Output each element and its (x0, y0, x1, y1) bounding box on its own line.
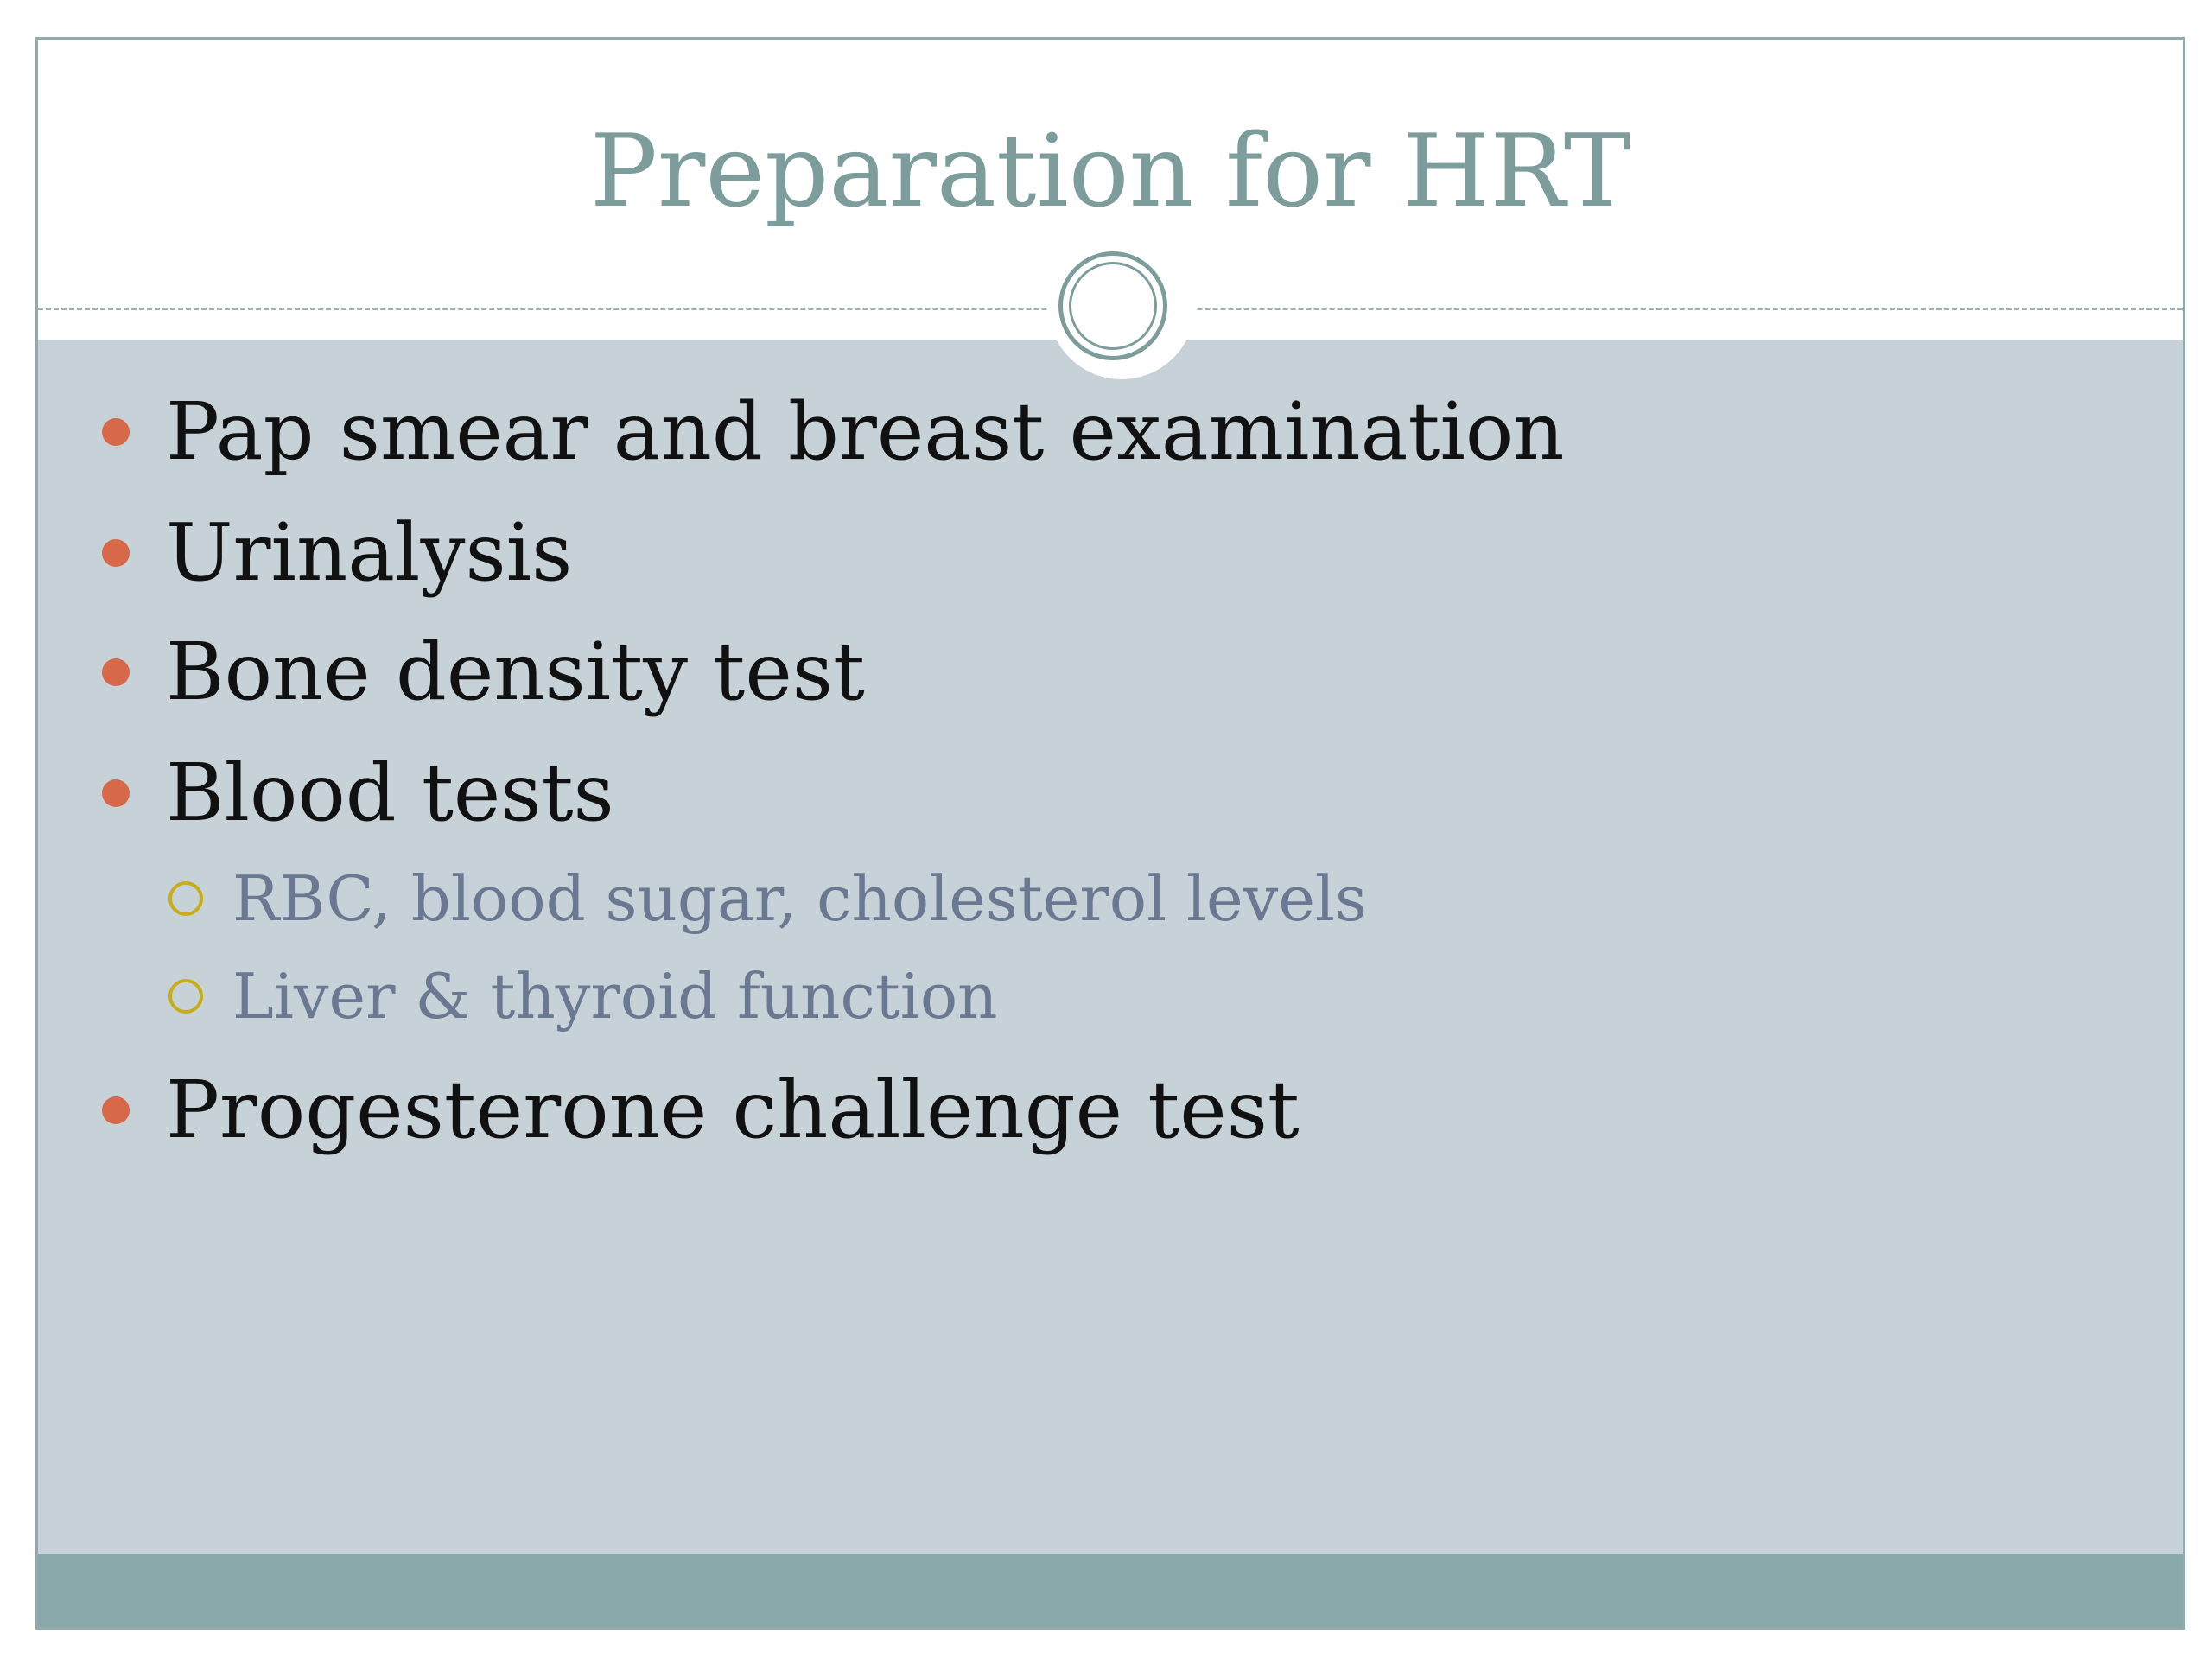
slide-title: Preparation for HRT (589, 113, 1631, 230)
bullet-item (166, 1064, 1300, 1156)
bullet-text: Pap smear and breast examination (166, 385, 1565, 478)
bullet-text: Blood tests (166, 747, 614, 839)
bullet-item (166, 747, 614, 839)
bullet-text: Urinalysis (166, 506, 573, 599)
bullet-item (166, 626, 865, 718)
bullet-ring-icon (168, 881, 203, 916)
bullet-dot-icon (102, 1096, 130, 1124)
footer-bar (38, 1554, 2183, 1630)
bullet-list (38, 40, 2183, 1627)
bullet-ring-icon (168, 979, 203, 1014)
bullet-item (166, 385, 1565, 478)
sub-bullet-text: RBC, blood sugar, cholesterol levels (232, 862, 1367, 935)
bullet-dot-icon (102, 779, 130, 807)
slide (35, 37, 2185, 1630)
bullet-item (166, 506, 572, 599)
sub-bullet-item (232, 862, 1367, 935)
bullet-text: Bone density test (166, 626, 865, 718)
bullet-dot-icon (102, 539, 130, 567)
sub-bullet-text: Liver & thyroid function (232, 960, 998, 1033)
bullet-dot-icon (102, 418, 130, 446)
sub-bullet-item (232, 960, 998, 1033)
bullet-dot-icon (102, 658, 130, 686)
bullet-text: Progesterone challenge test (166, 1064, 1300, 1156)
